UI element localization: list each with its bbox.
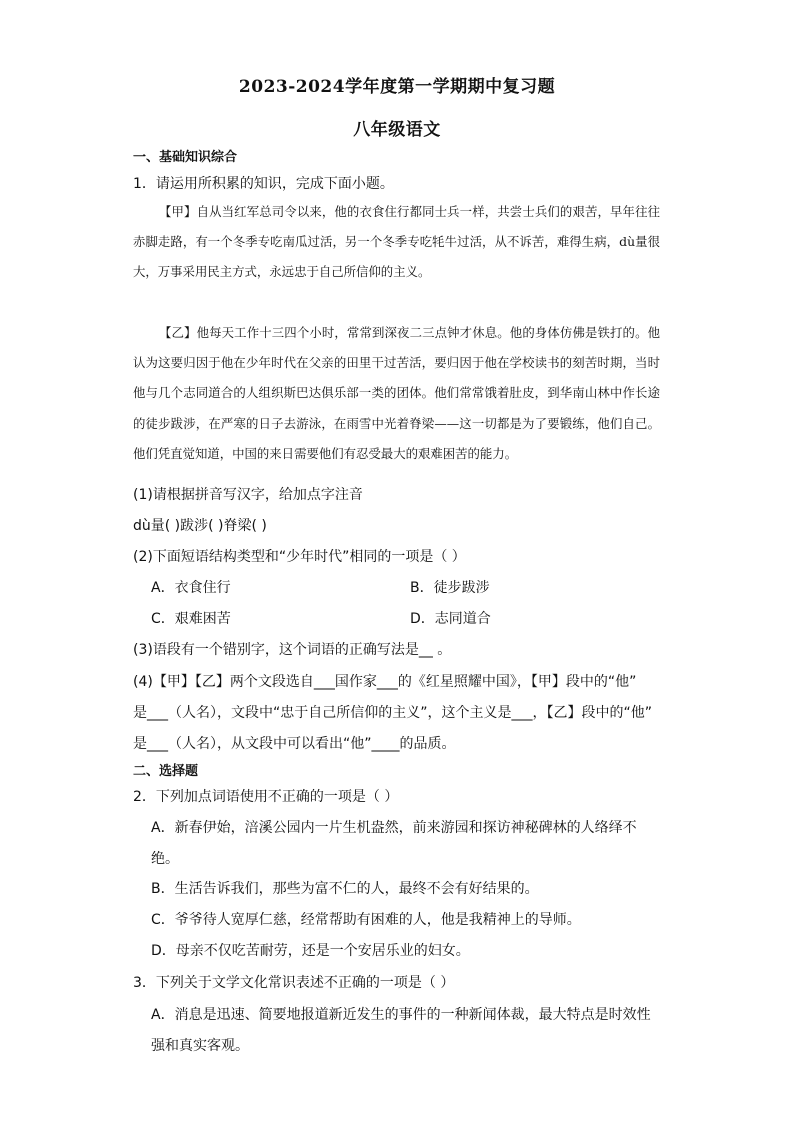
option-b: B．徒步跋涉	[410, 580, 490, 596]
question-1-stem: 1．请运用所积累的知识，完成下面小题。	[133, 176, 394, 192]
question-3-option-a-line1: A．消息是迅速、简要地报道新近发生的事件的一种新闻体裁，最大特点是时效性	[151, 1007, 651, 1023]
option-a: A．衣食住行	[151, 580, 231, 596]
option-d: D．志同道合	[410, 611, 491, 627]
passage-jia: 【甲】自从当红军总司令以来，他的衣食住行都同士兵一样，共尝士兵们的艰苦，早年往往赤脚走路，有一个冬季专吃南瓜过活，另一个冬季专吃牦牛过活，从不诉苦，难得生病，dù量很大，万事采用民主方式，永远忠于自己所信仰的主义。	[133, 204, 660, 280]
question-2-option-a-line1: A．新春伊始，涪溪公园内一片生机盎然，前来游园和探访神秘碑林的人络绎不	[151, 820, 637, 836]
exam-title: 2023-2024学年度第一学期期中复习题	[238, 77, 556, 97]
section-heading-1: 一、基础知识综合	[133, 150, 238, 165]
question-1-sub1: (1)请根据拼音写汉字，给加点字注音	[133, 487, 363, 503]
question-3-option-a-line2: 强和真实客观。	[151, 1038, 249, 1054]
question-2-option-d: D．母亲不仅吃苦耐劳，还是一个安居乐业的妇女。	[151, 943, 470, 959]
question-1-sub4-line1: (4)【甲】【乙】两个文段选自___国作家___的《红星照耀中国》，【甲】段中的“他”	[133, 674, 637, 690]
question-1-sub1-blanks: dù量( )跋涉( )脊梁( )	[133, 518, 267, 534]
option-c: C．艰难困苦	[151, 611, 231, 627]
section-heading-2: 二、选择题	[133, 764, 199, 779]
exam-subtitle: 八年级语文	[353, 120, 441, 140]
question-1-sub2: (2)下面短语结构类型和“少年时代”相同的一项是（ ）	[133, 549, 466, 565]
question-2-option-a-line2: 绝。	[151, 851, 179, 867]
question-2-stem: 2．下列加点词语使用不正确的一项是（ ）	[133, 789, 399, 805]
passage-yi: 【乙】他每天工作十三四个小时，常常到深夜二三点钟才休息。他的身体仿佛是铁打的。他认为这要归因于他在少年时代在父亲的田里干过苦活，要归因于他在学校读书的刻苦时期，当时他与几个志同道合的人组织斯巴达俱乐部一类的团体。他们常常饿着肚皮，到华南山林中作长途的徒步跋涉，在严寒的日子去游泳，在雨雪中光着脊梁——这一切都是为了要锻练，他们自己。他们凭直觉知道，中国的来日需要他们有忍受最大的艰难困苦的能力。	[133, 325, 660, 461]
question-1-sub4-line3: 是___（人名），从文段中可以看出“他”____的品质。	[133, 736, 456, 752]
question-1-sub4-line2: 是___（人名），文段中“忠于自己所信仰的主义”，这个主义是___，【乙】段中的“他”	[133, 705, 653, 721]
question-3-stem: 3．下列关于文学文化常识表述不正确的一项是（ ）	[133, 975, 455, 991]
question-2-option-c: C．爷爷待人宽厚仁慈，经常帮助有困难的人，他是我精神上的导师。	[151, 912, 581, 928]
question-2-option-b: B．生活告诉我们，那些为富不仁的人，最终不会有好结果的。	[151, 881, 539, 897]
question-1-sub3: (3)语段有一个错别字，这个词语的正确写法是__ 。	[133, 642, 452, 658]
